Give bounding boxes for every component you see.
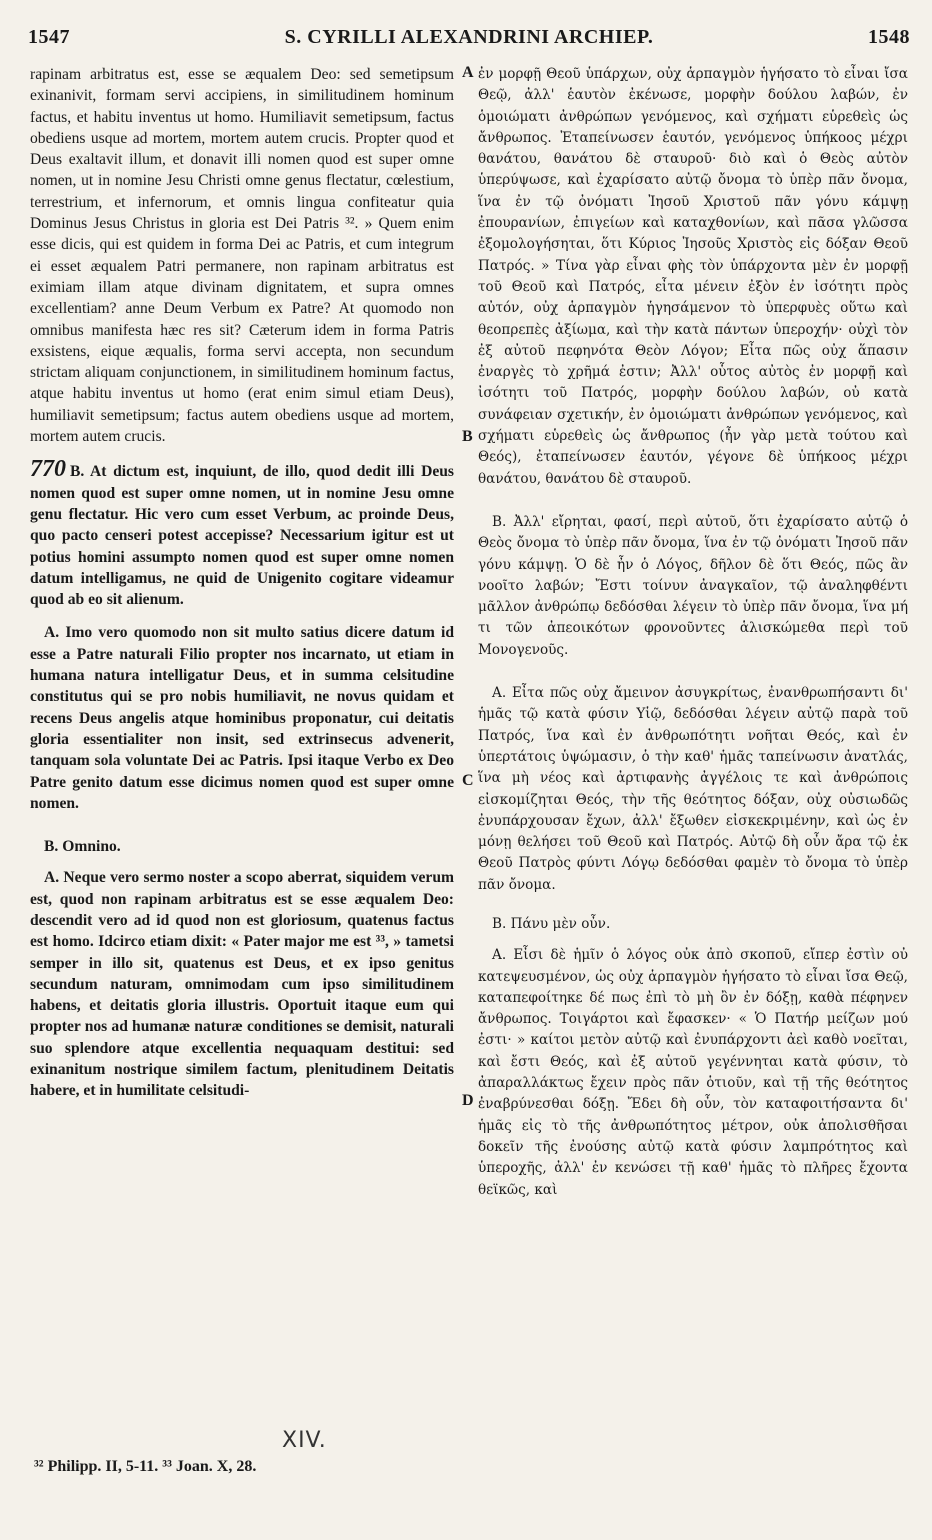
latin-paragraph-2	[30, 456, 454, 610]
margin-letter-b: B	[462, 428, 473, 445]
latin-paragraph-2-text: B. At dictum est, inquiunt, de illo, quod dedit illi Deus nomen quod est super omne nomen, ut in nomine Jesu omne genu flectatur. Hic vero cum esset Verbum, ac proinde Deus, quo pacto censeri potest accepisse? Necessarium igitur est ut potius homini assumpto nomen quod est super omne nomen datum intelligamus, ne quid de Unigenito cogitare videamur quod ab eo sit alienum.	[30, 463, 454, 609]
latin-paragraph-4: B. Omnino.	[44, 838, 121, 856]
greek-paragraph-2: B. Ἀλλ' εἴρηται, φασί, περὶ αὐτοῦ, ὅτι ἐχαρίσατο αὐτῷ ὁ Θεὸς ὄνομα τὸ ὑπὲρ πᾶν ὄνομα, ἵνα ἐν τῷ ὀνόματι Ἰησοῦ πᾶν γόνυ κάμψῃ. Ὁ δὲ ἦν ὁ Λόγος, δῆλον δὲ ὅτι Θεός, πῶς ἂν νοοῖτο λαβών; Ἔστι τοίνυν ἀναγκαῖον, τῷ ἀναληφθέντι μᾶλλον ἀνθρώπῳ δεδόσθαι λέγειν τὸ ὑπὲρ πᾶν ὄνομα, ἵνα μή τι τῶν ἀπεοικότων φρονοῦντες ἁλισκώμεθα περὶ τοῦ Μονογενοῦς.	[478, 513, 908, 658]
column-number-right: 1548	[868, 26, 910, 48]
greek-paragraph-5: A. Εἶσι δὲ ἡμῖν ὁ λόγος οὐκ ἀπὸ σκοποῦ, εἴπερ ἐστὶν οὐ κατεψευσμένον, ὡς οὐχ ἁρπαγμὸν ἡγήσατο τὸ εἶναι ἴσα Θεῷ, καταπεφοίτηκε δέ πως ἐπὶ τὸ μὴ ὂν ἐν δόξῃ, καθὰ πέφηνεν ἄνθρωπος. Τοιγάρτοι καὶ ἔφασκεν· « Ὁ Πατήρ μείζων μού ἐστι· » καίτοι μετὸν αὐτῷ καὶ ἐνυπάρχοντι ἀεὶ καθὸ νοεῖται, καὶ ἔστι Θεός, καὶ ἐξ αὐτοῦ γεγέννηται κατὰ φύσιν, τὸ ἀπαραλλάκτως ἔχειν πρὸς πᾶν ὁτιοῦν, καὶ τῇ τῆς θεότητος ἐναβρύνεσθαι δόξῃ. Ἔδει δὴ οὖν, τὸν καταφοιτήσαντα δι' ἡμᾶς εἰς τὸ τῆς ἀνθρωπότητος μέτρον, οὐκ ἀπολισθῆσαι δοκεῖν τῆς ἐνούσης αὐτῷ κατὰ φύσιν λαμπρότητος καὶ ὑπεροχῆς, ἀλλ' ἐν κενώσει τῇ καθ' ἡμᾶς τὸ πλῆρες ἔχοντα θεϊκῶς, καὶ	[478, 947, 908, 1198]
running-title: S. CYRILLI ALEXANDRINI ARCHIEP.	[284, 26, 654, 48]
column-marker: 770	[30, 456, 66, 483]
latin-column	[30, 64, 454, 1102]
greek-paragraph-3: A. Εἶτα πῶς οὐχ ἄμεινον ἀσυγκρίτως, ἐνανθρωπήσαντι δι' ἡμᾶς τῷ κατὰ φύσιν Υἱῷ, δεδόσθαι λέγειν αὐτῷ παρὰ τοῦ Πατρός, ἵνα καὶ ἐν ἀνθρωπότητι νοῆται Θεός, καὶ ἐν ὑπερτάτοις ὑψώμασιν, ὁ τὴν καθ' ἡμᾶς ταπείνωσιν ἀνατλάς, ἵνα μὴ νέος καὶ ἀρτιφανὴς ἀγγέλοις τε καὶ ἀνθρώποις εἰσκομίζηται Θεός, τὴν τῆς θεότητος δόξαν, οὐχ οὐσιωδῶς ἐνυπάρχουσαν ἔχων, ἀλλ' ἔξωθεν εἰσκεκριμένην, καὶ ὡς ἐν μόνῃ θελήσει τοῦ Θεοῦ καὶ Πατρός. Αὐτῷ δὴ οὖν ἄρα τῷ ἐκ Θεοῦ Πατρὸς φύντι Λόγῳ δεδόσθαι φαμὲν τὸ ὄνομα τὸ ὑπὲρ πᾶν ὄνομα.	[478, 685, 908, 893]
latin-paragraph-3: A. Imo vero quomodo non sit multo satius dicere datum id esse a Patre naturali Filio propter nos incarnato, ut etiam in humana natura intelligatur Deus, et in summa celsitudine constitutus qui se pro nobis humiliavit, ne novus quidam et recens Deus angelis atque hominibus proponatur, cui deitatis gloria essentialiter non insit, sed extrinsecus advenerit, tanquam sola voluntate Dei ac Patris. Ipsi itaque Verbo ex Deo Patre genito datum esse dicimus nomen quod est super omne nomen.	[30, 624, 454, 812]
margin-letter-a: A	[462, 64, 474, 81]
handwritten-annotation: XIV.	[282, 1428, 327, 1453]
column-number-left: 1547	[28, 26, 70, 48]
footnotes: ³² Philipp. II, 5-11. ³³ Joan. X, 28.	[34, 1458, 257, 1475]
running-header	[28, 26, 910, 52]
margin-letter-d: D	[462, 1092, 474, 1109]
margin-letter-c: C	[462, 772, 474, 789]
greek-paragraph-4: B. Πάνυ μὲν οὖν.	[492, 915, 611, 932]
latin-paragraph-5: A. Neque vero sermo noster a scopo aberrat, siquidem verum est, quod non rapinam arbitratus est se esse æqualem Deo: descendit vero ad id quod non est gloriosum, quatenus factus est homo. Idcirco etiam dixit: « Pater major me est ³³, » tametsi semper in illo sit, quatenus est Deus, et ex ipso genitus secundum naturam, omnimodam cum ipso similitudinem habens, et deitatis gloria illustris. Oportuit itaque eum qui propter nos ad humanæ naturæ conditiones se demisit, naturali suo splendore atque excellentia nequaquam destitui: sed exinanitum nostrique similem factum, plenitudinem Deitatis habere, et in humilitate celsitudi-	[30, 869, 454, 1100]
latin-paragraph-1: rapinam arbitratus est, esse se æqualem Deo: sed semetipsum exinanivit, formam servi accipiens, in similitudinem hominum factus, et habitu inventus ut homo. Humiliavit semetipsum, factus obediens usque ad mortem, mortem autem crucis. Propter quod et Deus exaltavit illum, et donavit illi nomen quod est super omne nomen, ut in nomine Jesu Christi omne genus flectatur, cœlestium, terrestrium, et infernorum, et omnis lingua confiteatur quia Dominus Jesus Christus in gloria est Dei Patris ³². » Quem enim esse dicis, qui est quidem in forma Dei ac Patris, et cum integrum ei esset æqualem Patri permanere, non rapinam arbitratus est eximiam illam atque divinam dignitatem, et supra omnes excellentiam? anne Deum Verbum ex Patre? At quomodo non omnibus manifesta hæc res sit? Cæterum idem in forma Patris exsistens, eique æqualis, forma servi accepta, non secundum strictam aliquam conjunctionem, in similitudinem hominum factus, atque habitu inventus ut homo (erat enim simul etiam Deus), humiliavit semetipsum; factus autem obediens usque ad mortem, mortem autem crucis.	[30, 66, 454, 446]
greek-column	[478, 64, 908, 1201]
greek-paragraph-1: ἐν μορφῇ Θεοῦ ὑπάρχων, οὐχ ἁρπαγμὸν ἡγήσατο τὸ εἶναι ἴσα Θεῷ, ἀλλ' ἑαυτὸν ἐκένωσε, μορφὴν δούλου λαβών, ἐν ὁμοιώματι ἀνθρώπων γενόμενος, καὶ σχήματι εὑρεθεὶς ὡς ἄνθρωπος. Ἐταπείνωσεν ἑαυτόν, γενόμενος ὑπήκοος μέχρι θανάτου, θανάτου δὲ σταυροῦ· διὸ καὶ ὁ Θεὸς αὐτὸν ὑπερύψωσε, καὶ ἐχαρίσατο αὐτῷ ὄνομα τὸ ὑπὲρ πᾶν ὄνομα, ἵνα ἐν τῷ ὀνόματι Ἰησοῦ Χριστοῦ πᾶν γόνυ κάμψῃ ἐπουρανίων, ἐπιγείων καὶ καταχθονίων, καὶ πᾶσα γλῶσσα ἐξομολογήσηται, ὅτι Κύριος Ἰησοῦς Χριστὸς εἰς δόξαν Θεοῦ Πατρός. » Τίνα γὰρ εἶναι φὴς τὸν ὑπάρχοντα μὲν ἐν μορφῇ τοῦ Θεοῦ καὶ Πατρός, εἶτα μένειν ἐξὸν ἐν ἰσότητι πρὸς αὐτόν, οὐχ ἁρπαγμὸν ἡγησάμενον τὸ ὑπερφυὲς οὕτω καὶ θεοπρεπὲς ἀξίωμα, καὶ τὴν κατὰ πάντων ὑπεροχήν· οὐχὶ τὸν ἐξ αὐτοῦ πεφηνότα Θεὸν Λόγον; Εἶτα πῶς οὐχ ἅπασιν ἐναργὲς τὸ χρῆμά ἐστιν; Ἀλλ' οὗτος αὐτὸς ἐν μορφῇ καὶ ἰσότητι τοῦ Πατρός, μορφὴν δούλου λαβών, οὐ κατὰ συνάφειαν σχετικήν, ἐν ὁμοιώματι ἀνθρώπων γενόμενος, καὶ σχήματι εὑρεθεὶς ὡς ἄνθρωπος (ἦν γὰρ μετὰ τούτου καὶ Θεός), ἐταπείνωσεν ἑαυτόν, γέγονε δὲ ὑπήκοος μέχρι θανάτου, θανάτου δὲ σταυροῦ.	[478, 66, 908, 487]
